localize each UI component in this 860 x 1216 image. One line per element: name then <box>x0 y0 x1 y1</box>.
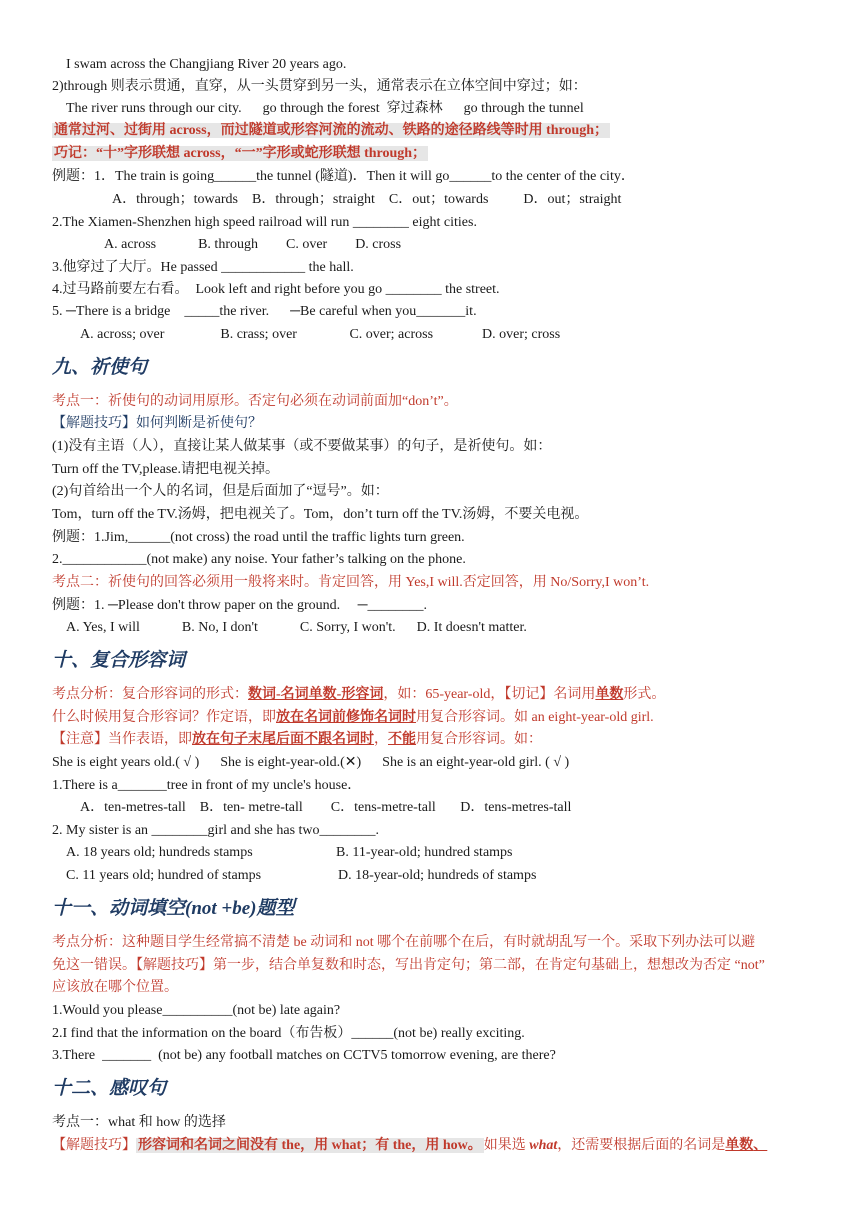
exercise-2-question: 2.The Xiamen-Shenzhen high speed railroad will run ________ eight cities. <box>52 215 477 230</box>
compound-adj-option-d: D. 18-year-old; hundreds of stamps <box>338 868 537 883</box>
imperative-exercise-2: 2.____________(not make) any noise. Your father’s talking on the phone. <box>52 552 466 567</box>
compound-adj-note: 【注意】当作表语，即放在句子末尾后面不跟名词时，不能用复合形容词。如： <box>52 732 542 747</box>
imperative-tip-1: (1)没有主语（人），直接让某人做某事（或不要做某事）的句子，是祈使句。如： <box>52 439 552 454</box>
not-be-analysis-1: 考点分析：这种题目学生经常搞不清楚 be 动词和 not 哪个在前哪个在后，有时就胡乱写一个。采取下列办法可以避 <box>52 935 756 950</box>
exercise-1-question: 例题：1．The train is going______the tunnel (隧道)．Then it will go______to the center of the city． <box>52 169 635 184</box>
example-sentence-across: I swam across the Changjiang River 20 years ago. <box>66 57 347 72</box>
imperative-point-2: 考点二：祈使句的回答必须用一般将来时。肯定回答，用 Yes,I will.否定回答，用 No/Sorry,I won’t. <box>52 575 650 590</box>
imperative-tip-2: (2)句首给出一个人的名词，但是后面加了“逗号”。如： <box>52 484 389 499</box>
imperative-exercise-3-options: A. Yes, I will B. No, I don't C. Sorry, I won't. D. It doesn't matter. <box>66 620 527 635</box>
compound-adj-option-a: A. 18 years old; hundreds stamps <box>66 845 253 860</box>
not-be-exercise-2: 2.I find that the information on the board（布告板）______(not be) really exciting. <box>52 1026 525 1041</box>
imperative-tip-heading: 【解题技巧】如何判断是祈使句？ <box>52 416 262 431</box>
exercise-3-question: 3.他穿过了大厅。He passed ____________ the hall. <box>52 260 354 275</box>
imperative-exercise-1: 例题：1.Jim,______(not cross) the road until the traffic lights turn green. <box>52 530 465 545</box>
compound-adj-option-c: C. 11 years old; hundred of stamps <box>66 868 262 883</box>
exercise-2-options: A. across B. through C. over D. cross <box>104 237 402 252</box>
imperative-example-1: Turn off the TV,please.请把电视关掉。 <box>52 462 279 477</box>
exercise-5-question: 5. ─There is a bridge _____the river. ─Be careful when you_______it. <box>52 304 477 319</box>
highlight-rule-across-through: 通常过河、过街用 across，而过隧道或形容河流的流动、铁路的途径路线等时用 through； <box>54 123 609 138</box>
compound-adj-option-b: B. 11-year-old; hundred stamps <box>336 845 513 860</box>
exclamatory-tip: 【解题技巧】 形容词和名词之间没有 the，用 what；有 the，用 how。 如果选 what，还需要根据后面的名词是单数、 <box>52 1138 768 1153</box>
section-heading-compound-adjective: 十、复合形容词 <box>52 650 186 671</box>
imperative-example-2: Tom，turn off the TV.汤姆，把电视关了。Tom，don’t turn off the TV.汤姆，不要关电视。 <box>52 507 589 522</box>
exercise-4-question: 4.过马路前要左右看。 Look left and right before you go ________ the street. <box>52 282 500 297</box>
not-be-analysis-2: 免这一错误。【解题技巧】第一步，结合单复数和时态，写出肯定句；第二部，在肯定句基础上，想想改为否定 “not” <box>52 958 765 973</box>
compound-adj-exercise-2: 2. My sister is an ________girl and she has two________. <box>52 823 380 838</box>
imperative-exercise-3: 例题：1. ─Please don't throw paper on the ground. ─________. <box>52 598 428 613</box>
not-be-analysis-3: 应该放在哪个位置。 <box>52 980 178 995</box>
section-heading-imperative: 九、祈使句 <box>52 357 148 378</box>
not-be-exercise-1: 1.Would you please__________(not be) late again? <box>52 1003 341 1018</box>
not-be-exercise-3: 3.There _______ (not be) any football matches on CCTV5 tomorrow evening, are there? <box>52 1048 556 1063</box>
compound-adj-examples: She is eight years old.( √ ) She is eight-year-old.(✕) She is an eight-year-old girl. ( √ ) <box>52 755 570 770</box>
through-explanation: 2)through 则表示贯通，直穿，从一头贯穿到另一头，通常表示在立体空间中穿过；如： <box>52 79 587 94</box>
compound-adj-when: 什么时候用复合形容词？作定语，即放在名词前修饰名词时用复合形容词。如 an eight-year-old girl. <box>52 710 654 725</box>
through-examples: The river runs through our city. go through the forest 穿过森林 go through the tunnel <box>66 101 584 116</box>
section-heading-not-be: 十一、动词填空(not +be)题型 <box>52 898 295 919</box>
compound-adj-exercise-1: 1.There is a_______tree in front of my uncle's house． <box>52 778 362 793</box>
highlight-mnemonic: 巧记：“十”字形联想 across，“一”字形或蛇形联想 through； <box>54 146 427 161</box>
exercise-5-options: A. across; over B. crass; over C. over; across D. over; cross <box>80 327 561 342</box>
imperative-point-1: 考点一：祈使句的动词用原形。否定句必须在动词前面加“don’t”。 <box>52 394 458 409</box>
section-heading-exclamatory: 十二、感叹句 <box>52 1078 167 1099</box>
compound-adj-exercise-1-options: A．ten-metres-tall B．ten- metre-tall C．tens-metre-tall D．tens-metres-tall <box>80 800 572 815</box>
exclamatory-point-1: 考点一：what 和 how 的选择 <box>52 1115 226 1130</box>
exercise-1-options: A．through；towards B．through；straight C．out；towards D．out；straight <box>112 192 622 207</box>
compound-adj-analysis: 考点分析：复合形容词的形式：数词-名词单数-形容词，如：65-year-old，【切记】名词用单数形式。 <box>52 687 666 702</box>
